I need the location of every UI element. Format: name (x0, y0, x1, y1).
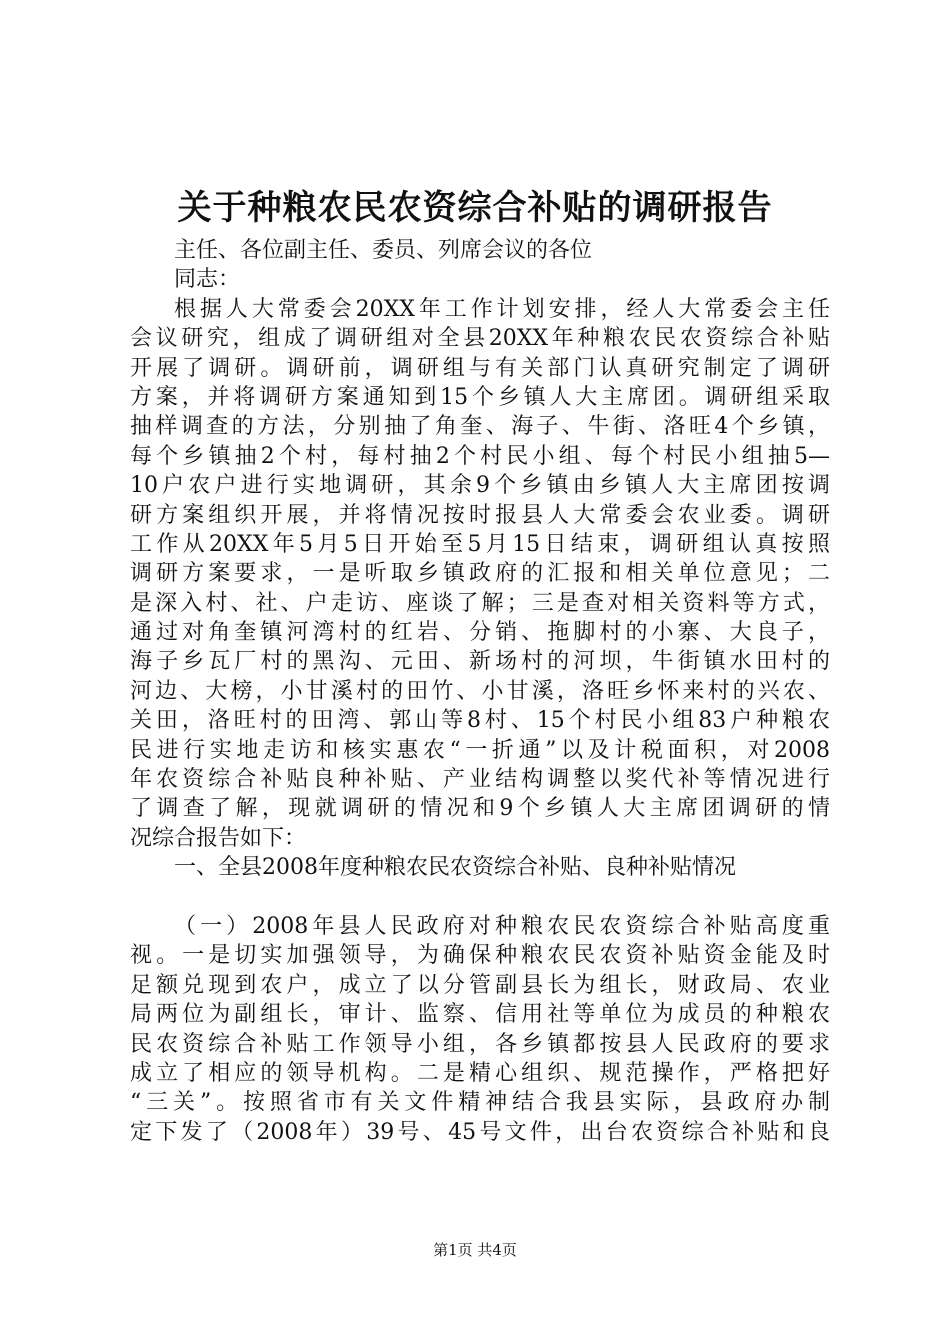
paragraph-line: 工作从20XX年5月5日开始至5月15日结束，调研组认真按照 (130, 531, 830, 557)
paragraph-line: 研方案组织开展，并将情况按时报县人大常委会农业委。调研 (130, 502, 830, 528)
paragraph-line: 抽样调查的方法，分别抽了角奎、海子、牛街、洛旺4个乡镇， (130, 414, 830, 440)
paragraph-line: 海子乡瓦厂村的黑沟、元田、新场村的河坝，牛街镇水田村的 (130, 649, 830, 675)
paragraph-line: 局两位为副组长，审计、监察、信用社等单位为成员的种粮农 (130, 1002, 830, 1028)
paragraph-line: 定下发了（2008年）39号、45号文件，出台农资综合补贴和良 (130, 1119, 830, 1145)
paragraph-line: “三关”。按照省市有关文件精神结合我县实际，县政府办制 (130, 1090, 830, 1116)
paragraph-line: 民农资综合补贴工作领导小组，各乡镇都按县人民政府的要求 (130, 1031, 830, 1057)
page-footer: 第1页 共4页 (433, 1241, 517, 1259)
blank-line (130, 883, 830, 912)
paragraph-line: 况综合报告如下： (130, 825, 307, 851)
salutation-line: 主任、各位副主任、委员、列席会议的各位 (174, 238, 593, 263)
paragraph-line: 关田，洛旺村的田湾、郭山等8村、15个村民小组83户种粮农 (130, 708, 830, 734)
paragraph-line: 了调查了解，现就调研的情况和9个乡镇人大主席团调研的情 (130, 796, 830, 822)
paragraph-line: 每个乡镇抽2个村，每村抽2个村民小组、每个村民小组抽5— (130, 443, 830, 469)
document-body (130, 236, 830, 1147)
paragraph-line: 开展了调研。调研前，调研组与有关部门认真研究制定了调研 (130, 355, 830, 381)
paragraph-line: （一）2008年县人民政府对种粮农民农资综合补贴高度重 (174, 913, 830, 939)
salutation-line: 同志： (174, 267, 241, 293)
paragraph-line: 通过对角奎镇河湾村的红岩、分销、拖脚村的小寨、大良子， (130, 620, 830, 646)
paragraph-line: 调研方案要求，一是听取乡镇政府的汇报和相关单位意见；二 (130, 561, 830, 587)
paragraph-line: 是深入村、社、户走访、座谈了解；三是查对相关资料等方式， (130, 590, 830, 616)
paragraph-line: 根据人大常委会20XX年工作计划安排，经人大常委会主任 (174, 296, 830, 322)
paragraph-line: 河边、大榜，小甘溪村的田竹、小甘溪，洛旺乡怀来村的兴农、 (130, 678, 830, 704)
paragraph-line: 成立了相应的领导机构。二是精心组织、规范操作，严格把好 (130, 1060, 830, 1086)
paragraph-line: 10户农户进行实地调研，其余9个乡镇由乡镇人大主席团按调 (130, 473, 830, 499)
paragraph-line: 方案，并将调研方案通知到15个乡镇人大主席团。调研组采取 (130, 384, 830, 410)
paragraph-line: 足额兑现到农户，成立了以分管副县长为组长，财政局、农业 (130, 972, 830, 998)
paragraph-line: 视。一是切实加强领导，为确保种粮农民农资补贴资金能及时 (130, 943, 830, 969)
paragraph-line: 年农资综合补贴良种补贴、产业结构调整以奖代补等情况进行 (130, 767, 830, 793)
section-heading: 一、全县2008年度种粮农民农资综合补贴、良种补贴情况 (174, 855, 736, 881)
paragraph-line: 民进行实地走访和核实惠农“一折通”以及计税面积，对2008 (130, 737, 830, 763)
document-title: 关于种粮农民农资综合补贴的调研报告 (177, 188, 773, 228)
paragraph-line: 会议研究，组成了调研组对全县20XX年种粮农民农资综合补贴 (130, 326, 830, 352)
